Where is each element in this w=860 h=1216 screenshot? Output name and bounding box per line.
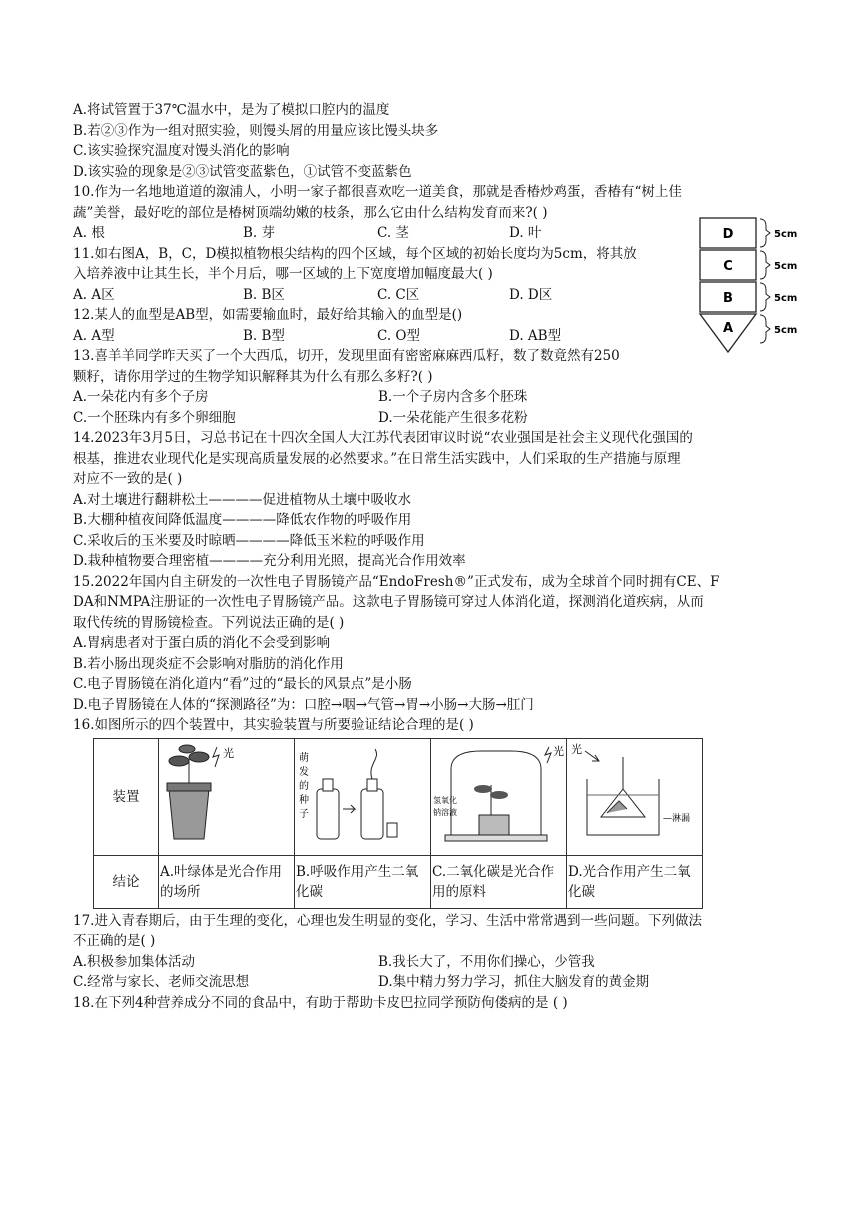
q13-option-a: A.一朵花内有多个子房 xyxy=(73,389,209,405)
svg-text:光: 光 xyxy=(553,744,564,758)
q13-option-b: B.一个子房内含多个胚珠 xyxy=(378,389,528,405)
q12-option-d: D. AB型 xyxy=(509,327,562,344)
q17-stem: 17.进入青春期后，由于生理的变化，心理也发生明显的变化，学习、生活中常常遇到一些问题。下列做法 xyxy=(73,912,702,929)
q12-options xyxy=(73,326,793,347)
q11-stem: 11.如右图A，B，C，D模拟植物根尖结构的四个区域，每个区域的初始长度均为5cm，将其放 xyxy=(73,245,637,262)
conclusion-row-header: 结论 xyxy=(94,855,159,908)
funnel-beaker-icon xyxy=(567,739,701,849)
svg-text:钠溶液: 钠溶液 xyxy=(433,807,457,817)
device-row-header: 装置 xyxy=(94,738,159,855)
q13-stem: 13.喜羊羊同学昨天买了一个大西瓜，切开，发现里面有密密麻麻西瓜籽，数了数竟然有250 xyxy=(73,348,620,364)
q17-option-c: C.经常与家长、老师交流思想 xyxy=(73,974,250,990)
q10-stem: 蔬”美誉，最好吃的部位是椿树顶端幼嫩的枝条，那么它由什么结构发育而来?( ) xyxy=(73,204,548,221)
q13-options-row1 xyxy=(73,387,793,408)
svg-text:发: 发 xyxy=(299,766,309,778)
q10-options xyxy=(73,223,793,244)
q12-option-a: A. A型 xyxy=(73,327,115,344)
q13-options-row2 xyxy=(73,408,793,429)
q18-stem: 18.在下列4种营养成分不同的食品中，有助于帮助卡皮巴拉同学预防佝偻病的是 ( ) xyxy=(73,994,568,1011)
device-b-figure xyxy=(295,738,431,855)
q13-option-c: C.一个胚珠内有多个卵细胞 xyxy=(73,409,236,426)
q15-option-b: B.若小肠出现炎症不会影响对脂肪的消化作用 xyxy=(73,655,344,672)
q11-stem: 入培养液中让其生长，半个月后，哪一区域的上下宽度增加幅度最大( ) xyxy=(73,266,493,282)
svg-text:—淋漏: —淋漏 xyxy=(663,813,691,824)
svg-text:种: 种 xyxy=(299,794,309,806)
svg-text:光: 光 xyxy=(571,742,582,756)
q15-option-c: C.电子胃肠镜在消化道内“看”过的“最长的风景点”是小肠 xyxy=(73,676,412,692)
conclusion-b: B.呼吸作用产生二氧化碳 xyxy=(295,855,431,908)
conclusion-c: C.二氧化碳是光合作用的原料 xyxy=(431,855,567,908)
q14-stem: 根基，推进农业现代化是实现高质量发展的必然要求。”在日常生活实践中，人们采取的生产措施与原理 xyxy=(73,450,681,467)
q11-options xyxy=(73,285,793,306)
q10-stem: 10.作为一名地地道道的溆浦人，小明一家子都很喜欢吃一道美食，那就是香椿炒鸡蛋，香椿有“树上佳 xyxy=(73,184,682,200)
q15-option-a: A.胃病患者对于蛋白质的消化不会受到影响 xyxy=(73,635,331,651)
q17-option-d: D.集中精力努力学习，抓住大脑发育的黄金期 xyxy=(378,974,650,990)
light-label: 光 xyxy=(223,746,234,760)
q11-option-a: A. A区 xyxy=(73,286,115,303)
q12-option-b: B. B型 xyxy=(243,327,285,344)
q17-option-b: B.我长大了，不用你们操心，少管我 xyxy=(378,953,595,970)
q17-options-row1 xyxy=(73,952,793,973)
q14-stem: 14.2023年3月5日，习总书记在十四次全国人大江苏代表团审议时说“农业强国是社会主义现代化强国的 xyxy=(73,430,693,446)
block-a-label: A xyxy=(722,321,734,336)
q13-option-d: D.一朵花能产生很多花粉 xyxy=(378,409,528,426)
q15-stem: 15.2022年国内自主研发的一次性电子胃肠镜产品“EndoFresh®”正式发布，成为全球首个同时拥有CE、F xyxy=(73,573,720,590)
q14-option-b: B.大棚种植夜间降低温度————降低农作物的呼吸作用 xyxy=(73,512,412,528)
q15-stem: DA和NMPA注册证的一次性电子胃肠镜产品。这款电子胃肠镜可穿过人体消化道，探测消化道疾病，从而 xyxy=(73,594,704,610)
block-c-label: C xyxy=(723,259,733,274)
q11-option-d: D. D区 xyxy=(509,286,553,303)
q15-option-d: D.电子胃肠镜在人体的“探测路径”为：口腔→咽→气管→胃→小肠→大肠→肛门 xyxy=(73,696,534,713)
q14-option-c: C.采收后的玉米要及时晾晒————降低玉米粒的呼吸作用 xyxy=(73,532,425,549)
length-label-d: 5cm xyxy=(774,229,798,240)
q14-option-d: D.栽种植物要合理密植————充分利用光照，提高光合作用效率 xyxy=(73,553,466,569)
length-label-a: 5cm xyxy=(774,325,798,336)
length-label-b: 5cm xyxy=(774,293,798,304)
q11-option-b: B. B区 xyxy=(243,286,285,303)
q12-option-c: C. O型 xyxy=(377,327,420,344)
block-d-label: D xyxy=(722,227,734,242)
device-d-figure xyxy=(567,738,703,855)
question-page xyxy=(73,100,793,1013)
q9-option-d: D.该实验的现象是②③试管变蓝紫色，①试管不变蓝紫色 xyxy=(73,163,412,180)
conclusion-d: D.光合作用产生二氧化碳 xyxy=(567,855,703,908)
q16-stem: 16.如图所示的四个装置中，其实验装置与所要验证结论合理的是( ) xyxy=(73,717,474,733)
q13-stem: 颗籽，请你用学过的生物学知识解释其为什么有那么多籽?( ) xyxy=(73,368,433,385)
svg-text:子: 子 xyxy=(299,808,309,820)
conclusion-a: A.叶绿体是光合作用的场所 xyxy=(159,855,295,908)
q14-option-a: A.对土壤进行翻耕松土————促进植物从土壤中吸收水 xyxy=(73,491,412,508)
svg-text:的: 的 xyxy=(299,780,309,792)
q17-option-a: A.积极参加集体活动 xyxy=(73,953,196,970)
q10-option-b: B. 芽 xyxy=(243,225,276,241)
q10-option-c: C. 茎 xyxy=(377,225,409,241)
q9-option-c: C.该实验探究温度对馒头消化的影响 xyxy=(73,143,290,159)
bell-jar-icon xyxy=(431,739,565,849)
seed-bottle-icon xyxy=(295,739,429,849)
q10-option-a: A. 根 xyxy=(73,225,105,241)
length-label-c: 5cm xyxy=(774,261,798,272)
q9-option-a: A.将试管置于37℃温水中，是为了模拟口腔内的温度 xyxy=(73,102,390,118)
q10-option-d: D. 叶 xyxy=(509,225,542,241)
q15-stem: 取代传统的胃肠镜检查。下列说法正确的是( ) xyxy=(73,614,345,631)
device-a-figure xyxy=(159,738,295,855)
q17-options-row2 xyxy=(73,972,793,993)
root-tip-figure xyxy=(694,216,814,356)
q11-option-c: C. C区 xyxy=(377,286,420,303)
q14-stem: 对应不一致的是( ) xyxy=(73,471,183,487)
svg-text:萌: 萌 xyxy=(299,752,309,764)
potted-plant-icon xyxy=(159,739,293,849)
q17-stem: 不正确的是( ) xyxy=(73,933,156,949)
block-b-label: B xyxy=(723,291,733,306)
svg-text:氢氧化: 氢氧化 xyxy=(433,795,457,805)
device-c-figure xyxy=(431,738,567,855)
q9-option-b: B.若②③作为一组对照实验，则馒头屑的用量应该比馒头块多 xyxy=(73,122,439,139)
q16-experiment-table xyxy=(93,738,703,909)
q12-stem: 12.某人的血型是AB型，如需要输血时，最好给其输入的血型是() xyxy=(73,307,463,323)
